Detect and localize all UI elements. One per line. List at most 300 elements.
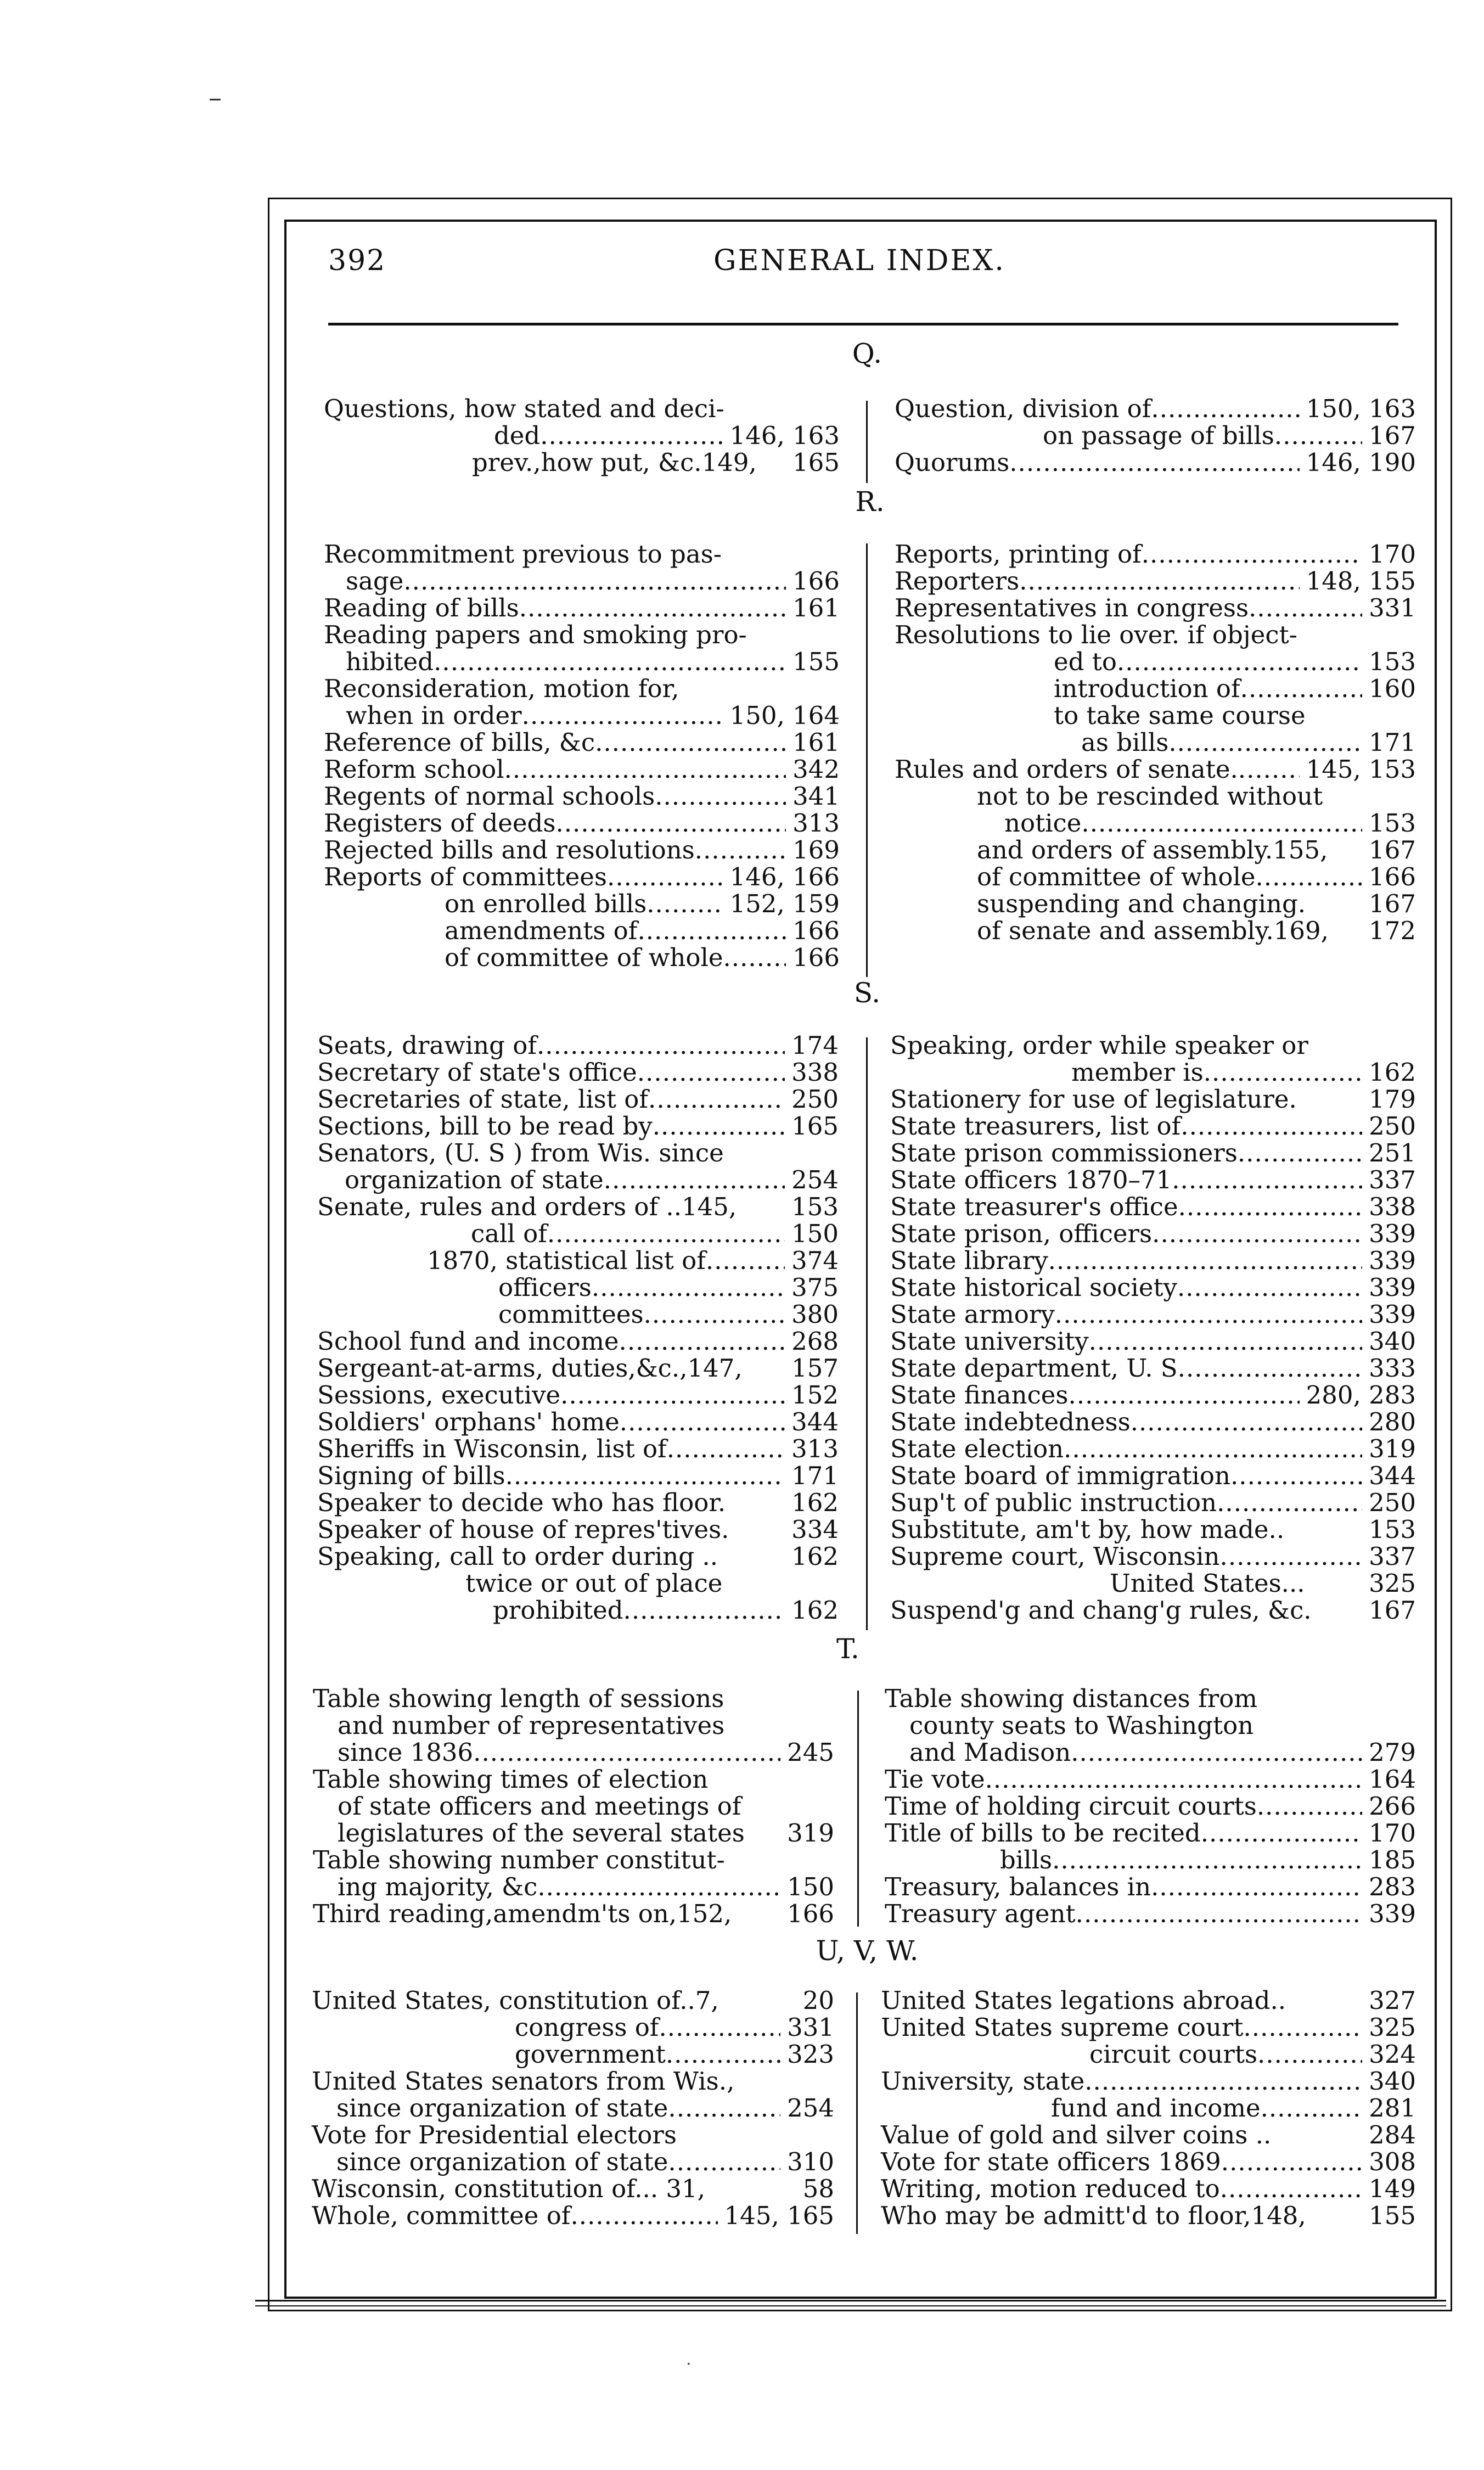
leader-dots	[1142, 541, 1362, 568]
entry-page-ref: 339	[1369, 1300, 1416, 1329]
index-entry	[313, 1820, 834, 1846]
index-entry	[317, 1382, 839, 1408]
entry-page-ref: 323	[787, 2040, 834, 2069]
entry-text: Time of holding circuit courts	[885, 1792, 1257, 1821]
leader-dots	[667, 1435, 785, 1462]
entry-page-ref: 251	[1369, 1138, 1416, 1167]
leader-dots	[1261, 2095, 1362, 2121]
leader-dots	[555, 810, 786, 837]
entry-text: United States, constitution of..7,	[312, 1986, 719, 2015]
entry-page-ref: 166	[792, 943, 840, 972]
entry-text: suspending and changing.	[977, 889, 1306, 918]
entry-text: 1870, statistical list of	[427, 1246, 706, 1275]
leader-dots	[1217, 1489, 1362, 1516]
entry-page-ref: 152, 159	[729, 889, 840, 918]
leader-dots	[505, 1462, 785, 1489]
entry-text: Sessions, executive	[317, 1380, 561, 1410]
leader-dots	[985, 1766, 1363, 1793]
index-entry	[324, 729, 840, 756]
index-entry	[885, 1685, 1416, 1712]
section-r-left-column	[324, 541, 840, 971]
entry-text: Reading papers and smoking pro-	[324, 620, 747, 649]
entry-page-ref: 319	[787, 1818, 834, 1848]
index-entry	[881, 2068, 1416, 2095]
index-entry	[317, 1059, 839, 1086]
leader-dots	[570, 2202, 717, 2229]
entry-text: ed to	[1054, 647, 1117, 676]
index-entry	[895, 810, 1416, 837]
index-entry	[881, 1987, 1416, 2014]
entry-text: Sergeant-at-arms, duties,&c.,147,	[317, 1354, 743, 1383]
leader-dots	[1257, 2041, 1362, 2068]
index-entry	[881, 2041, 1416, 2068]
entry-text: Stationery for use of legislature.	[890, 1085, 1297, 1114]
leader-dots	[403, 568, 786, 594]
entry-page-ref: 170	[1369, 1818, 1416, 1848]
entry-page-ref: 179	[1369, 1085, 1416, 1114]
entry-text: introduction of	[1054, 674, 1240, 703]
entry-page-ref: 149	[1369, 2174, 1416, 2203]
entry-page-ref: 340	[1369, 1327, 1416, 1356]
leader-dots	[648, 1086, 785, 1113]
index-entry	[317, 1139, 839, 1166]
index-entry	[324, 783, 840, 810]
leader-dots	[668, 2095, 780, 2121]
entry-page-ref: 166	[792, 916, 840, 945]
entry-text: Speaker of house of repres'tives.	[317, 1515, 729, 1544]
index-entry	[324, 449, 840, 476]
bottom-rule-thin	[255, 2305, 1446, 2306]
entry-page-ref: 150	[787, 1872, 834, 1901]
leader-dots	[1089, 1328, 1362, 1355]
leader-dots	[1255, 863, 1362, 890]
index-entry	[890, 1489, 1416, 1516]
section-s-divider	[866, 1037, 868, 1630]
index-entry	[895, 594, 1416, 621]
index-entry	[890, 1408, 1416, 1435]
leader-dots	[1274, 422, 1362, 449]
leader-dots	[1076, 1900, 1362, 1927]
leader-dots	[1178, 1193, 1362, 1220]
index-entry	[890, 1113, 1416, 1139]
index-entry	[881, 2121, 1416, 2148]
entry-text: United States...	[1110, 1569, 1305, 1598]
entry-text: Treasury, balances in	[885, 1872, 1151, 1901]
leader-dots	[1084, 2068, 1362, 2095]
entry-page-ref: 337	[1369, 1542, 1416, 1571]
entry-text: Reference of bills, &c	[324, 728, 595, 757]
entry-page-ref: 174	[791, 1031, 839, 1060]
entry-text: officers	[498, 1273, 592, 1302]
entry-text: hibited	[346, 647, 434, 676]
leader-dots	[637, 917, 786, 944]
index-entry	[317, 1543, 839, 1570]
index-entry	[317, 1355, 839, 1382]
index-entry	[895, 568, 1416, 594]
leader-dots	[1131, 1408, 1362, 1435]
entry-page-ref: 339	[1369, 1899, 1416, 1928]
index-entry	[890, 1543, 1416, 1570]
entry-text: county seats to Washington	[909, 1711, 1254, 1740]
section-q-right-column	[895, 395, 1416, 476]
entry-page-ref: 279	[1369, 1738, 1416, 1767]
index-entry	[895, 675, 1416, 702]
entry-page-ref: 161	[792, 593, 840, 622]
entry-text: Table showing number constitut-	[313, 1845, 725, 1874]
section-q-left-column	[324, 395, 840, 476]
entry-text: twice or out of place	[465, 1569, 723, 1598]
entry-page-ref: 245	[787, 1738, 834, 1767]
leader-dots	[1178, 1355, 1362, 1382]
header-rule	[328, 323, 1398, 325]
entry-page-ref: 342	[792, 755, 840, 784]
entry-page-ref: 166	[787, 1899, 834, 1928]
entry-text: on enrolled bills	[445, 889, 647, 918]
entry-page-ref: 166	[792, 566, 840, 596]
entry-text: State treasurer's office	[890, 1192, 1178, 1221]
index-entry	[317, 1328, 839, 1355]
index-entry	[890, 1059, 1416, 1086]
leader-dots	[522, 702, 723, 729]
entry-text: and number of representatives	[338, 1711, 725, 1740]
entry-text: committees	[498, 1300, 644, 1329]
entry-page-ref: 254	[791, 1165, 839, 1194]
leader-dots	[706, 1247, 785, 1274]
index-entry	[890, 1086, 1416, 1113]
index-entry	[890, 1597, 1416, 1624]
entry-text: Representatives in congress	[895, 593, 1249, 622]
entry-page-ref: 310	[787, 2147, 834, 2176]
section-t-right-column	[885, 1685, 1416, 1927]
entry-text: Questions, how stated and deci-	[324, 394, 724, 423]
index-entry	[324, 594, 840, 621]
entry-text: of senate and assembly.169,	[977, 916, 1329, 945]
entry-page-ref: 313	[791, 1434, 839, 1463]
index-entry	[313, 1766, 834, 1793]
entry-text: State election	[890, 1434, 1064, 1463]
index-entry	[317, 1274, 839, 1301]
entry-text: Recommitment previous to pas-	[324, 540, 722, 569]
index-entry	[312, 2175, 834, 2202]
index-entry	[895, 729, 1416, 756]
index-entry	[890, 1382, 1416, 1408]
entry-page-ref: 337	[1369, 1165, 1416, 1194]
entry-page-ref: 167	[1369, 835, 1416, 864]
index-entry	[885, 1873, 1416, 1900]
entry-text: State historical society	[890, 1273, 1177, 1302]
leader-dots	[1009, 449, 1299, 476]
leader-dots	[473, 1739, 780, 1766]
entry-text: Senate, rules and orders of ..145,	[317, 1192, 737, 1221]
leader-dots	[1230, 1462, 1362, 1489]
entry-page-ref: 339	[1369, 1273, 1416, 1302]
entry-text: Seats, drawing of	[317, 1031, 537, 1060]
entry-text: on passage of bills	[1043, 421, 1274, 450]
entry-page-ref: 338	[1369, 1192, 1416, 1221]
entry-text: ded	[494, 421, 541, 450]
entry-text: Senators, (U. S ) from Wis. since	[317, 1138, 724, 1167]
section-r-divider	[866, 543, 868, 977]
entry-text: School fund and income	[317, 1327, 619, 1356]
entry-text: to take same course	[1054, 701, 1306, 730]
entry-text: Supreme court, Wisconsin	[890, 1542, 1220, 1571]
entry-text: government	[515, 2040, 666, 2069]
entry-text: amendments of	[445, 916, 638, 945]
entry-page-ref: 160	[1369, 674, 1416, 703]
entry-page-ref: 308	[1369, 2147, 1416, 2176]
entry-text: Signing of bills	[317, 1461, 505, 1490]
bottom-rule	[255, 2300, 1446, 2301]
entry-text: organization of state	[345, 1165, 604, 1194]
index-entry	[312, 1987, 834, 2014]
entry-text: Tie vote	[885, 1765, 985, 1794]
leader-dots	[434, 648, 786, 675]
entry-text: Speaking, order while speaker or	[890, 1031, 1308, 1060]
entry-text: call of	[471, 1219, 547, 1248]
index-entry	[895, 837, 1416, 863]
index-entry	[324, 568, 840, 594]
index-entry	[313, 1739, 834, 1766]
index-entry	[312, 2014, 834, 2041]
stray-mark: –	[209, 82, 222, 113]
leader-dots	[592, 1274, 785, 1301]
index-entry	[885, 1739, 1416, 1766]
entry-page-ref: 331	[787, 2013, 834, 2042]
section-letter-uvw: U, V, W.	[816, 1935, 919, 1967]
leader-dots	[1064, 1435, 1362, 1462]
index-entry	[881, 2148, 1416, 2175]
index-entry	[895, 756, 1416, 783]
index-entry	[317, 1086, 839, 1113]
entry-page-ref: 167	[1369, 889, 1416, 918]
leader-dots	[607, 863, 723, 890]
index-entry	[324, 702, 840, 729]
leader-dots	[1168, 729, 1362, 756]
index-entry	[312, 2202, 834, 2229]
entry-page-ref: 185	[1369, 1845, 1416, 1874]
leader-dots	[666, 2041, 780, 2068]
index-entry	[324, 890, 840, 917]
leader-dots	[644, 1301, 785, 1328]
entry-text: notice	[1004, 809, 1082, 838]
entry-page-ref: 339	[1369, 1246, 1416, 1275]
entry-text: Reporters	[895, 566, 1020, 596]
entry-page-ref: 146, 190	[1306, 448, 1416, 477]
index-entry	[881, 2014, 1416, 2041]
entry-page-ref: 268	[791, 1327, 839, 1356]
index-entry	[885, 1712, 1416, 1739]
leader-dots	[695, 837, 786, 863]
entry-text: Rules and orders of senate.	[895, 755, 1238, 784]
entry-text: State armory	[890, 1300, 1055, 1329]
entry-text: Writing, motion reduced to	[881, 2174, 1220, 2203]
entry-page-ref: 150, 163	[1306, 394, 1416, 423]
entry-text: Reports, printing of	[895, 540, 1142, 569]
entry-page-ref: 162	[791, 1542, 839, 1571]
entry-text: Reconsideration, motion for,	[324, 674, 679, 703]
leader-dots	[1201, 1820, 1362, 1846]
entry-text: Title of bills to be recited	[885, 1818, 1201, 1848]
entry-page-ref: 166	[1369, 862, 1416, 891]
leader-dots	[620, 1408, 785, 1435]
index-entry	[312, 2121, 834, 2148]
index-entry	[895, 890, 1416, 917]
entry-page-ref: 161	[792, 728, 840, 757]
entry-page-ref: 339	[1369, 1219, 1416, 1248]
index-entry	[313, 1712, 834, 1739]
entry-page-ref: 280, 283	[1306, 1380, 1416, 1410]
index-entry	[324, 756, 840, 783]
leader-dots	[1172, 1166, 1362, 1193]
entry-text: Table showing distances from	[885, 1684, 1257, 1713]
leader-dots	[623, 1597, 785, 1624]
entry-text: Resolutions to lie over. if object-	[895, 620, 1297, 649]
entry-text: and orders of assembly.155,	[977, 835, 1328, 864]
entry-text: State indebtedness	[890, 1407, 1131, 1436]
index-entry	[895, 863, 1416, 890]
section-uvw-left-column	[312, 1987, 834, 2229]
entry-page-ref: 281	[1369, 2093, 1416, 2123]
index-entry	[890, 1220, 1416, 1247]
entry-page-ref: 167	[1369, 421, 1416, 450]
leader-dots	[537, 1873, 780, 1900]
section-letter-t: T.	[836, 1633, 859, 1665]
entry-page-ref: 170	[1369, 540, 1416, 569]
entry-page-ref: 164	[1369, 1765, 1416, 1794]
entry-page-ref: 380	[791, 1300, 839, 1329]
index-entry	[324, 422, 840, 449]
section-uvw-divider	[856, 1992, 858, 2234]
entry-page-ref: 145, 165	[724, 2201, 834, 2230]
entry-text: Reading of bills	[324, 593, 519, 622]
leader-dots	[659, 2014, 780, 2041]
leader-dots	[1220, 1543, 1363, 1570]
entry-page-ref: 150	[791, 1219, 839, 1248]
entry-page-ref: 341	[792, 782, 840, 811]
entry-page-ref: 146, 163	[729, 421, 840, 450]
index-entry	[324, 648, 840, 675]
entry-text: bills	[1000, 1845, 1053, 1874]
entry-page-ref: 327	[1369, 1986, 1416, 2015]
index-entry	[317, 1408, 839, 1435]
entry-page-ref: 284	[1369, 2120, 1416, 2149]
entry-text: since organization of state	[336, 2147, 668, 2176]
leader-dots	[537, 1032, 785, 1059]
index-entry	[313, 1873, 834, 1900]
leader-dots	[1221, 2148, 1362, 2175]
leader-dots	[1151, 395, 1299, 422]
index-entry	[890, 1032, 1416, 1059]
entry-page-ref: 145, 153	[1306, 755, 1416, 784]
leader-dots	[1177, 1274, 1362, 1301]
index-entry	[890, 1516, 1416, 1543]
entry-text: State board of immigration	[890, 1461, 1230, 1490]
entry-text: Value of gold and silver coins ..	[881, 2120, 1272, 2149]
entry-page-ref: 331	[1369, 593, 1416, 622]
entry-page-ref: 148, 155	[1306, 566, 1416, 596]
index-entry	[895, 648, 1416, 675]
entry-text: Wisconsin, constitution of... 31,	[312, 2174, 705, 2203]
entry-text: circuit courts	[1089, 2040, 1258, 2069]
index-entry	[317, 1435, 839, 1462]
index-entry	[324, 944, 840, 971]
index-entry	[312, 2148, 834, 2175]
index-entry	[890, 1274, 1416, 1301]
paper-speck: ·	[686, 2355, 692, 2374]
entry-text: State prison commissioners	[890, 1138, 1238, 1167]
index-entry	[312, 2095, 834, 2121]
leader-dots	[1240, 675, 1362, 702]
entry-text: since organization of state	[336, 2093, 668, 2123]
entry-text: University, state	[881, 2067, 1085, 2096]
entry-text: Treasury agent	[885, 1899, 1076, 1928]
index-entry	[324, 810, 840, 837]
leader-dots	[619, 1328, 785, 1355]
leader-dots	[595, 729, 786, 756]
entry-page-ref: 172	[1369, 916, 1416, 945]
index-entry	[324, 863, 840, 890]
index-entry	[885, 1766, 1416, 1793]
leader-dots	[1151, 1873, 1362, 1900]
section-letter-s: S.	[853, 977, 881, 1009]
entry-page-ref: 153	[791, 1192, 839, 1221]
index-entry	[895, 422, 1416, 449]
entry-text: Sheriffs in Wisconsin, list of	[317, 1434, 667, 1463]
entry-text: Question, division of	[895, 394, 1151, 423]
index-entry	[313, 1900, 834, 1927]
entry-text: State treasurers, list of	[890, 1112, 1181, 1141]
index-entry	[890, 1193, 1416, 1220]
leader-dots	[1081, 810, 1362, 837]
entry-text: sage	[346, 566, 404, 596]
index-entry	[885, 1793, 1416, 1820]
entry-text: as bills	[1081, 728, 1169, 757]
leader-dots	[1117, 648, 1362, 675]
entry-text: Speaker to decide who has floor.	[317, 1488, 726, 1517]
section-r-right-column	[895, 541, 1416, 944]
entry-page-ref: 150, 164	[729, 701, 840, 730]
index-entry	[317, 1516, 839, 1543]
entry-page-ref: 169	[792, 835, 840, 864]
index-entry	[317, 1193, 839, 1220]
index-entry	[890, 1462, 1416, 1489]
entry-text: when in order	[346, 701, 522, 730]
index-entry	[895, 395, 1416, 422]
entry-page-ref: 324	[1369, 2040, 1416, 2069]
entry-page-ref: 20	[802, 1986, 834, 2015]
entry-page-ref: 340	[1369, 2067, 1416, 2096]
entry-page-ref: 155	[792, 647, 840, 676]
entry-text: Registers of deeds	[324, 809, 556, 838]
entry-text: congress of	[515, 2013, 659, 2042]
leader-dots	[1181, 1113, 1362, 1139]
leader-dots	[604, 1166, 785, 1193]
entry-text: State library	[890, 1246, 1048, 1275]
index-entry	[895, 702, 1416, 729]
leader-dots	[1243, 2014, 1362, 2041]
index-entry	[890, 1166, 1416, 1193]
index-entry	[317, 1166, 839, 1193]
entry-text: fund and income	[1051, 2093, 1261, 2123]
leader-dots	[560, 1382, 785, 1408]
entry-text: State prison, officers	[890, 1219, 1153, 1248]
entry-text: Table showing length of sessions	[313, 1684, 724, 1713]
index-entry	[895, 783, 1416, 810]
leader-dots	[540, 422, 723, 449]
section-t-divider	[857, 1691, 859, 1927]
index-entry	[324, 621, 840, 648]
entry-page-ref: 167	[1369, 1596, 1416, 1625]
